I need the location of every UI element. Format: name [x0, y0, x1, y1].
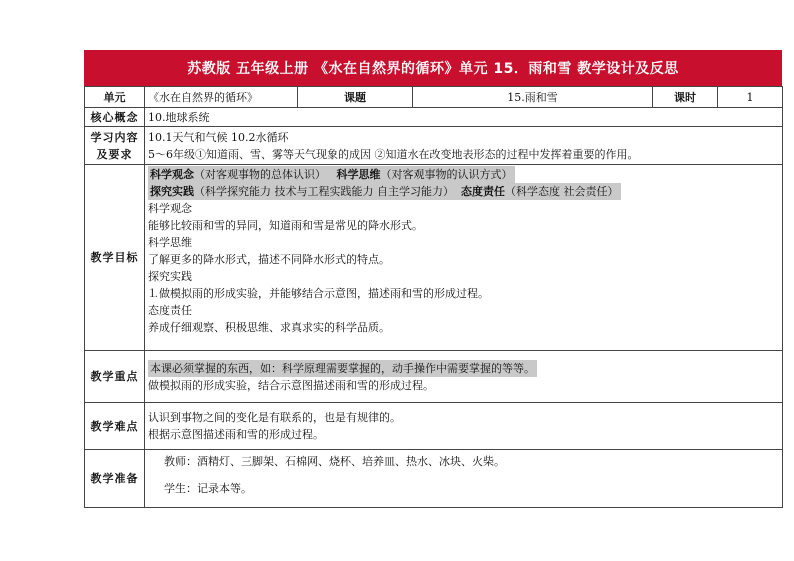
difficulty-line: 认识到事物之间的变化是有联系的，也是有规律的。 [148, 411, 401, 424]
key-points-label: 教学重点 [85, 351, 145, 403]
key-points-highlight: 本课必须掌握的东西，如：科学原理需要掌握的，动手操作中需要掌握的等等。 [150, 361, 535, 375]
teacher-materials: 教师：酒精灯、三脚架、石棉网、烧杯、培养皿、热水、冰块、火柴。 [164, 455, 505, 468]
goal-line: 科学观念 [148, 202, 192, 215]
teaching-goals-row [85, 165, 783, 351]
key-points-value [145, 351, 783, 403]
learning-content-row [85, 127, 783, 165]
difficulties-value [145, 403, 783, 450]
preparation-value [145, 450, 783, 508]
goal-line: 态度责任 [148, 304, 192, 317]
difficulty-line: 根据示意图描述雨和雪的形成过程。 [148, 428, 324, 441]
goal-line: 养成仔细观察、积极思维、求真求实的科学品质。 [148, 321, 390, 334]
teaching-goals-value [145, 165, 783, 351]
core-concept-value: 10.地球系统 [145, 108, 783, 127]
goals-highlight-2: 探究实践（科学探究能力 技术与工程实践能力 自主学习能力） 态度责任（科学态度 社会责任） [150, 185, 619, 198]
period-label: 课时 [653, 87, 718, 108]
goals-highlight-1: 科学观念（对客观事物的总体认识） 科学思维（对客观事物的认识方式） [150, 168, 513, 181]
learning-content-label: 学习内容及要求 [85, 127, 145, 165]
student-materials: 学生：记录本等。 [164, 482, 252, 495]
topic-value: 15.雨和雪 [413, 87, 653, 108]
key-points-row [85, 351, 783, 403]
difficulties-row [85, 403, 783, 450]
core-concept-label: 核心概念 [85, 108, 145, 127]
teaching-goals-label: 教学目标 [85, 165, 145, 351]
goal-line: 了解更多的降水形式，描述不同降水形式的特点。 [148, 253, 390, 266]
goal-line: ⒈做模拟雨的形成实验，并能够结合示意图，描述雨和雪的形成过程。 [148, 287, 489, 300]
lesson-plan-table [84, 86, 783, 508]
topic-label: 课题 [298, 87, 413, 108]
goals-highlight-line-1 [148, 166, 779, 183]
unit-value: 《水在自然界的循环》 [145, 87, 298, 108]
difficulties-label: 教学难点 [85, 403, 145, 450]
preparation-row [85, 450, 783, 508]
lesson-plan-sheet [84, 50, 782, 508]
preparation-label: 教学准备 [85, 450, 145, 508]
key-points-line: 做模拟雨的形成实验，结合示意图描述雨和雪的形成过程。 [148, 378, 434, 392]
core-concept-row [85, 108, 783, 127]
goal-line: 探究实践 [148, 270, 192, 283]
period-value: 1 [718, 87, 783, 108]
unit-label: 单元 [85, 87, 145, 108]
learning-content-value [145, 127, 783, 165]
page-title-banner: 苏教版 五年级上册 《水在自然界的循环》单元 15．雨和雪 教学设计及反思 [84, 50, 782, 86]
header-row [85, 87, 783, 108]
content-line: 10.1天气和气候 10.2水循环 [148, 130, 289, 144]
content-line: 5～6年级①知道雨、雪、雾等天气现象的成因 ②知道水在改变地表形态的过程中发挥着重要的作用。 [148, 147, 639, 161]
goal-line: 科学思维 [148, 236, 192, 249]
goal-line: 能够比较雨和雪的异同，知道雨和雪是常见的降水形式。 [148, 219, 423, 232]
goals-highlight-line-2 [148, 183, 779, 200]
